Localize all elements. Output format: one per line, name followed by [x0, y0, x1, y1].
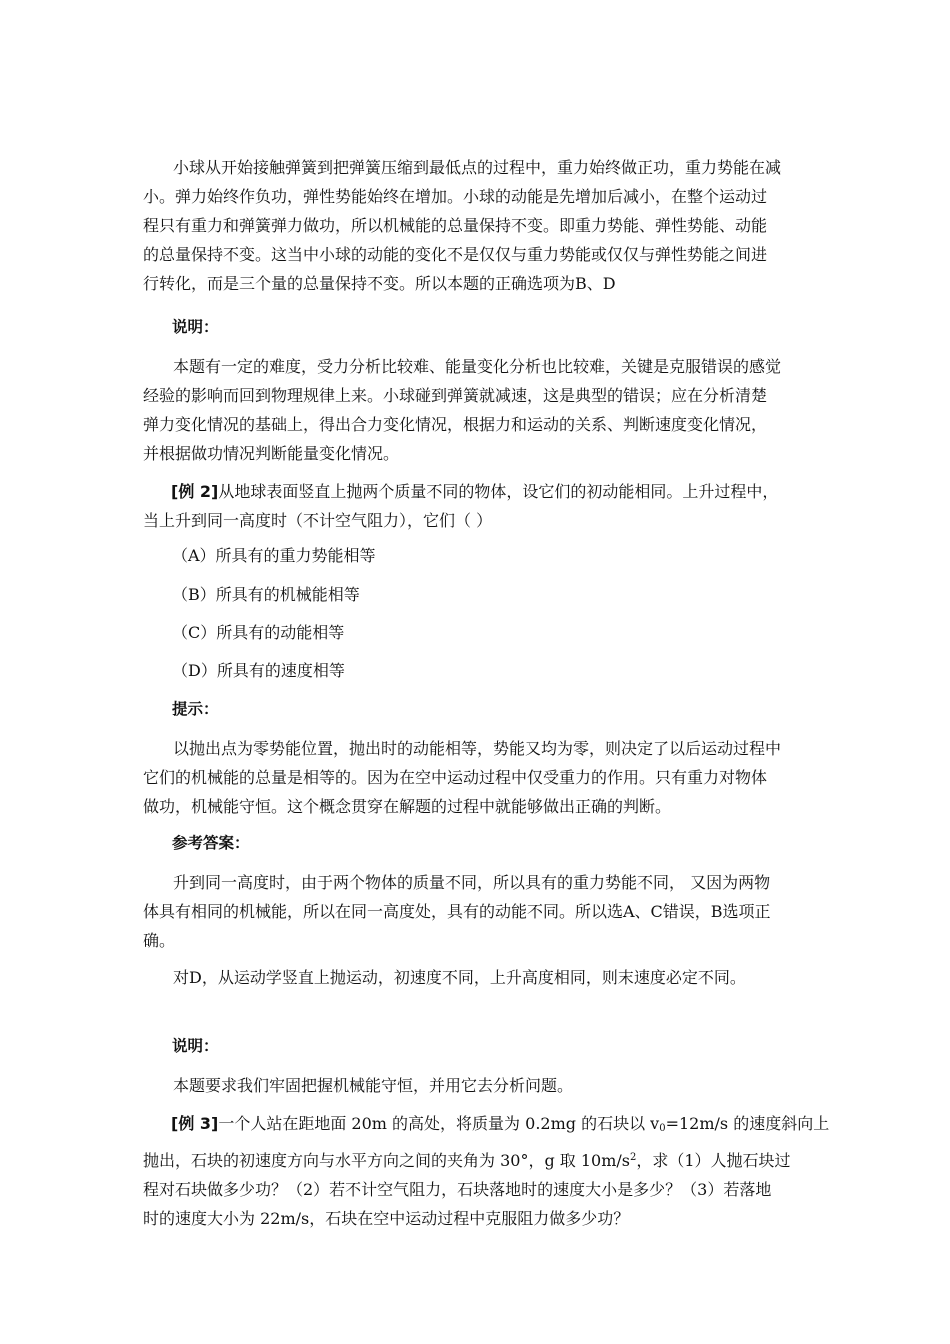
text-segment: 抛出，石块的初速度方向与水平方向之间的夹角为 30°，g 取 10m/s [143, 1151, 630, 1170]
text-line: 当上升到同一高度时（不计空气阻力），它们（ ） [143, 511, 493, 530]
text-line: 行转化，而是三个量的总量保持不变。所以本题的正确选项为B、D [143, 274, 616, 293]
heading-note-2: 说明： [172, 1037, 219, 1055]
paragraph-hint [143, 734, 808, 821]
paragraph-answer [143, 868, 808, 955]
example-2-question [143, 477, 808, 535]
text-line: 对D，从运动学竖直上抛运动，初速度不同，上升高度相同，则末速度必定不同。 [173, 968, 746, 987]
text-line: 体具有相同的机械能，所以在同一高度处，具有的动能不同。所以选A、C错误，B选项正 [143, 902, 771, 921]
text-line: 本题要求我们牢固把握机械能守恒，并用它去分析问题。 [173, 1076, 574, 1095]
text-line: 以抛出点为零势能位置，抛出时的动能相等，势能又均为零，则决定了以后运动过程中 [173, 739, 782, 758]
text-line: 确。 [143, 931, 176, 950]
text-segment: ，求（1）人抛石块过 [636, 1151, 791, 1170]
text-line: 并根据做功情况判断能量变化情况。 [143, 444, 400, 463]
text-line: 小。弹力始终作负功，弹性势能始终在增加。小球的动能是先增加后减小，在整个运动过 [143, 187, 768, 206]
text-line: 做功，机械能守恒。这个概念贯穿在解题的过程中就能够做出正确的判断。 [143, 797, 672, 816]
paragraph-note [143, 352, 808, 468]
example-tag: [例 2] [171, 482, 219, 501]
text-line: 小球从开始接触弹簧到把弹簧压缩到最低点的过程中，重力始终做正功，重力势能在减 [173, 158, 782, 177]
superscript: 2 [630, 1152, 637, 1163]
text-line: 程对石块做多少功？（2）若不计空气阻力，石块落地时的速度大小是多少？（3）若落地 [143, 1180, 772, 1199]
example-3-question [143, 1109, 830, 1233]
text-segment: =12m/s 的速度斜向上 [665, 1114, 830, 1133]
heading-note: 说明： [172, 318, 219, 336]
text-line: 时的速度大小为 22m/s，石块在空中运动过程中克服阻力做多少功？ [143, 1209, 630, 1228]
heading-reference-answer: 参考答案： [172, 834, 250, 852]
text-line: 程只有重力和弹簧弹力做功，所以机械能的总量保持不变。即重力势能、弹性势能、动能 [143, 216, 768, 235]
text-segment: 一个人站在距地面 20m 的高处，将质量为 0.2mg 的石块以 v [218, 1114, 660, 1133]
text-line: 的总量保持不变。这当中小球的动能的变化不是仅仅与重力势能或仅仅与弹性势能之间进 [143, 245, 768, 264]
example-tag: [例 3] [171, 1114, 219, 1133]
text-line: 从地球表面竖直上抛两个质量不同的物体，设它们的初动能相同。上升过程中， [218, 482, 779, 501]
paragraph-answer-d [143, 963, 808, 992]
text-line: 经验的影响而回到物理规律上来。小球碰到弹簧就减速，这是典型的错误；应在分析清楚 [143, 386, 768, 405]
option-b: （B）所具有的机械能相等 [172, 585, 360, 604]
text-line: 它们的机械能的总量是相等的。因为在空中运动过程中仅受重力的作用。只有重力对物体 [143, 768, 768, 787]
subscript: 0 [659, 1123, 666, 1134]
heading-hint: 提示： [172, 700, 219, 718]
option-d: （D）所具有的速度相等 [172, 661, 345, 680]
option-a: （A）所具有的重力势能相等 [172, 546, 376, 565]
paragraph-spring-analysis [143, 153, 808, 298]
paragraph-note-2 [143, 1071, 808, 1100]
option-c: （C）所具有的动能相等 [172, 623, 345, 642]
text-line: 弹力变化情况的基础上，得出合力变化情况，根据力和运动的关系、判断速度变化情况， [143, 415, 768, 434]
text-line: 升到同一高度时，由于两个物体的质量不同，所以具有的重力势能不同， 又因为两物 [173, 873, 771, 892]
text-line: 本题有一定的难度，受力分析比较难、能量变化分析也比较难，关键是克服错误的感觉 [173, 357, 782, 376]
